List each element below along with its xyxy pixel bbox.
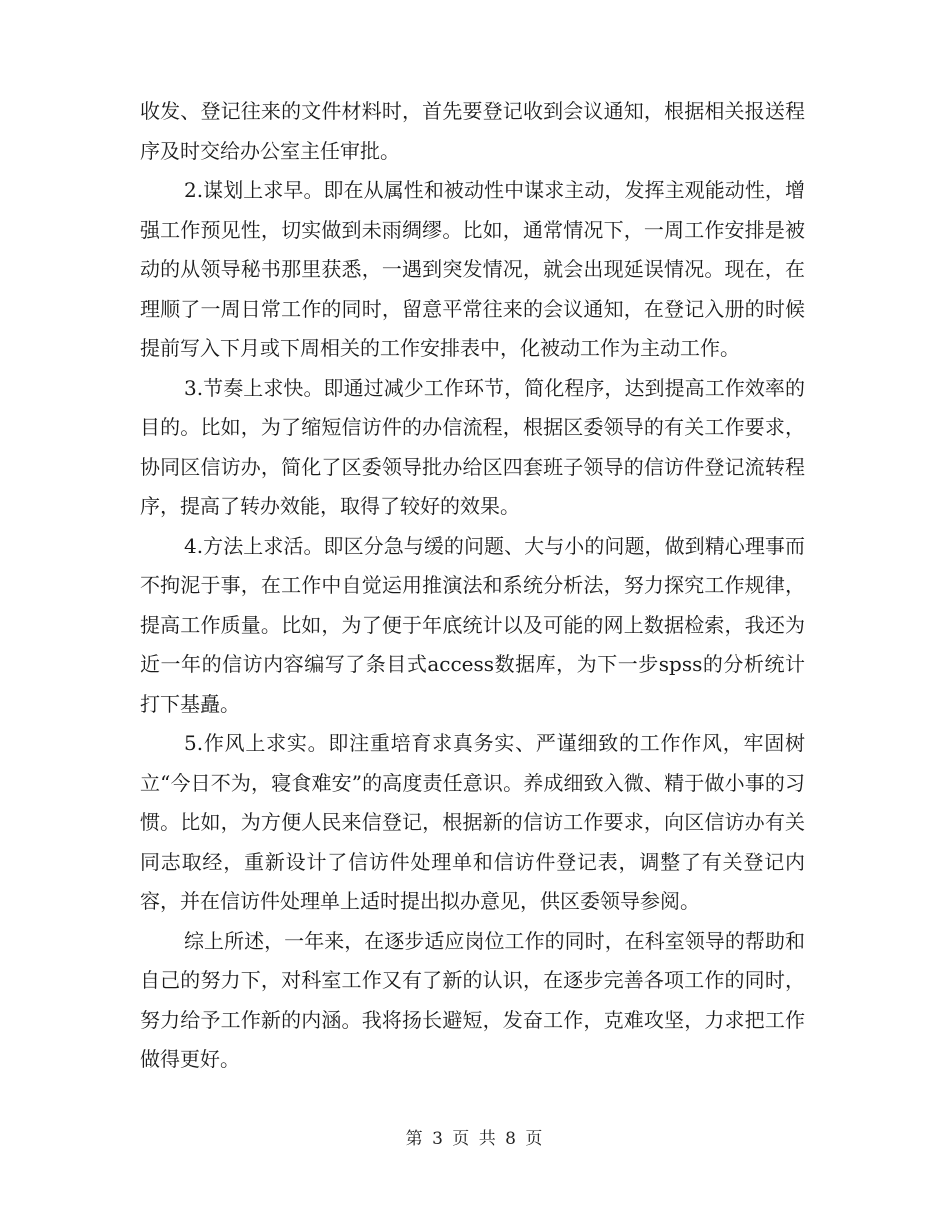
paragraph-4: 4.方法上求活。即区分急与缓的问题、大与小的问题，做到精心理事而不拘泥于事，在工作中自觉运用推演法和系统分析法，努力探究工作规律，提高工作质量。比如，为了便于年底统计以及可能的网上数据检索，我还为近一年的信访内容编写了条目式access数据库，为下一步spss的分析统计打下基矗。 xyxy=(140,533,805,716)
page-number-footer: 第 3 页 共 8 页 xyxy=(405,1129,545,1149)
paragraph-6: 综上所述，一年来，在逐步适应岗位工作的同时，在科室领导的帮助和自己的努力下，对科室工作又有了新的认识，在逐步完善各项工作的同时，努力给予工作新的内涵。我将扬长避短，发奋工作，克难攻坚，力求把工作做得更好。 xyxy=(140,928,805,1071)
paragraph-3: 3.节奏上求快。即通过减少工作环节，简化程序，达到提高工作效率的目的。比如，为了缩短信访件的办信流程，根据区委领导的有关工作要求，协同区信访办，简化了区委领导批办给区四套班子领导的信访件登记流转程序，提高了转办效能，取得了较好的效果。 xyxy=(140,375,805,518)
paragraph-1: 收发、登记往来的文件材料时，首先要登记收到会议通知，根据相关报送程序及时交给办公室主任审批。 xyxy=(140,99,805,163)
paragraph-5: 5.作风上求实。即注重培育求真务实、严谨细致的工作作风，牢固树立“今日不为，寝食难安”的高度责任意识。养成细致入微、精于做小事的习惯。比如，为方便人民来信登记，根据新的信访工作要求，向区信访办有关同志取经，重新设计了信访件处理单和信访件登记表，调整了有关登记内容，并在信访件处理单上适时提出拟办意见，供区委领导参阅。 xyxy=(140,731,805,913)
document-body xyxy=(140,92,805,1080)
paragraph-2: 2.谋划上求早。即在从属性和被动性中谋求主动，发挥主观能动性，增强工作预见性，切实做到未雨绸缪。比如，通常情况下，一周工作安排是被动的从领导秘书那里获悉，一遇到突发情况，就会出现延误情况。现在，在理顺了一周日常工作的同时，留意平常往来的会议通知，在登记入册的时候提前写入下月或下周相关的工作安排表中，化被动工作为主动工作。 xyxy=(140,178,805,360)
